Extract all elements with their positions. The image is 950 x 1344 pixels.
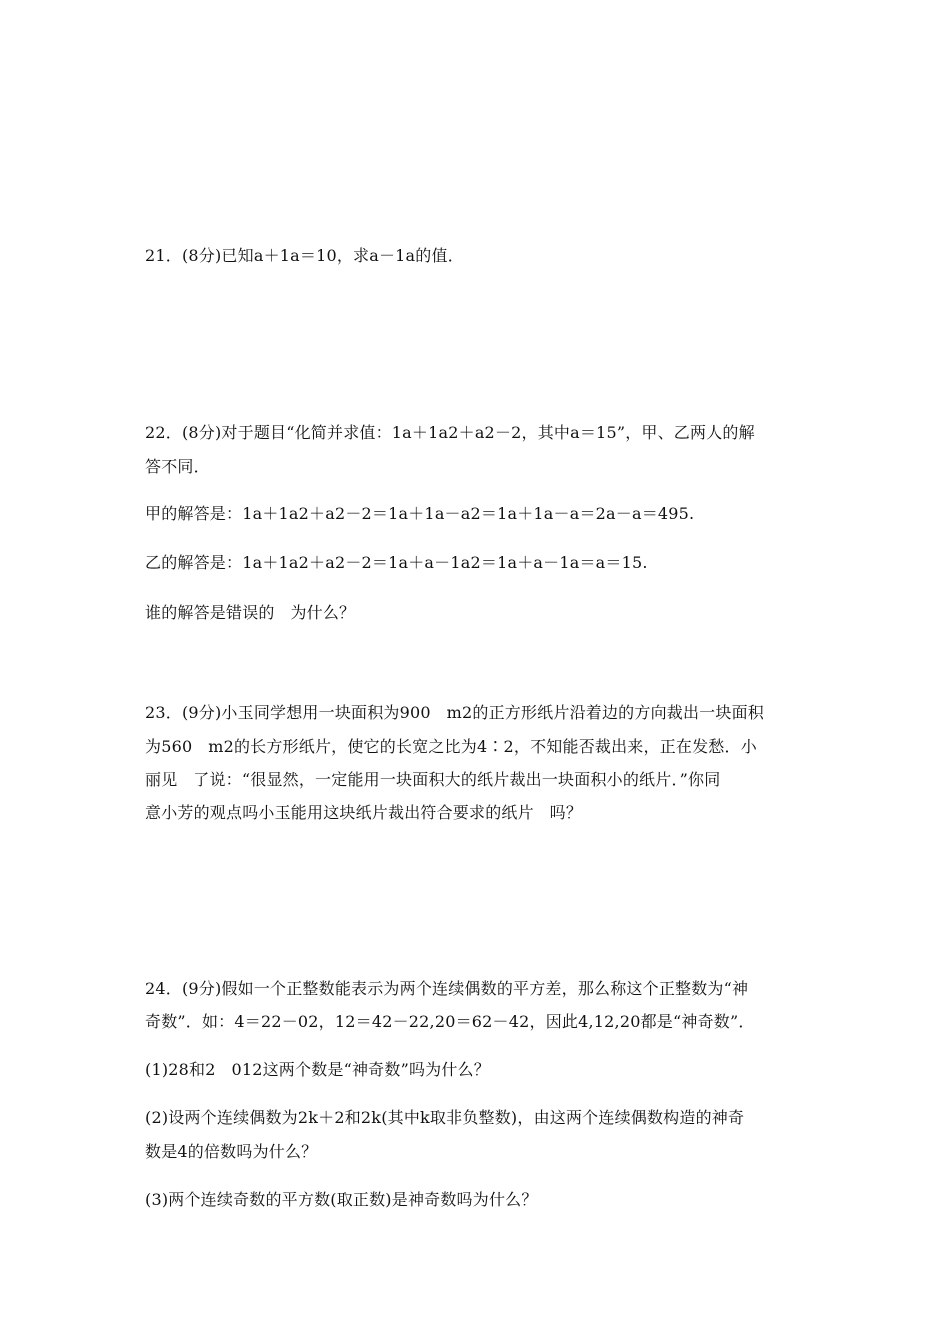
question-23-line-2: 为560 m2的长方形纸片，使它的长宽之比为4∶2，不知能否裁出来，正在发愁．小 [145, 737, 757, 756]
question-24-part-1: (1)28和2 012这两个数是“神奇数”吗为什么？ [145, 1060, 490, 1079]
question-23-line-3: 丽见 了说：“很显然，一定能用一块面积大的纸片裁出一块面积小的纸片．”你同 [145, 770, 721, 789]
question-21-line-1: 21．(8分)已知a＋1a＝10，求a－1a的值． [145, 246, 464, 265]
question-22-solution-jia: 甲的解答是：1a＋1a2＋a2－2＝1a＋1a－a2＝1a＋1a－a＝2a－a＝495. [145, 504, 695, 523]
question-22-line-2: 答不同． [145, 457, 210, 476]
question-24-part-2-line-1: (2)设两个连续偶数为2k＋2和2k(其中k取非负整数)，由这两个连续偶数构造的神奇 [145, 1108, 745, 1127]
question-24-part-3: (3)两个连续奇数的平方数(取正数)是神奇数吗为什么？ [145, 1190, 538, 1209]
question-22-line-1: 22．(8分)对于题目“化简并求值：1a＋1a2＋a2－2，其中a＝15”，甲、乙两人的解 [145, 423, 755, 442]
question-24-part-2-line-2: 数是4的倍数吗为什么？ [145, 1142, 318, 1161]
question-23-line-1: 23．(9分)小玉同学想用一块面积为900 m2的正方形纸片沿着边的方向裁出一块面积 [145, 703, 764, 722]
question-22-solution-yi: 乙的解答是：1a＋1a2＋a2－2＝1a＋a－1a2＝1a＋a－1a＝a＝15. [145, 553, 648, 572]
question-24-line-1: 24．(9分)假如一个正整数能表示为两个连续偶数的平方差，那么称这个正整数为“神 [145, 979, 749, 998]
question-24-line-2: 奇数”．如：4＝22－02，12＝42－22,20＝62－42，因此4,12,20都是“神奇数”． [145, 1012, 755, 1031]
question-22-ask: 谁的解答是错误的 为什么？ [145, 603, 356, 622]
question-23-line-4: 意小芳的观点吗小玉能用这块纸片裁出符合要求的纸片 吗？ [145, 803, 583, 822]
